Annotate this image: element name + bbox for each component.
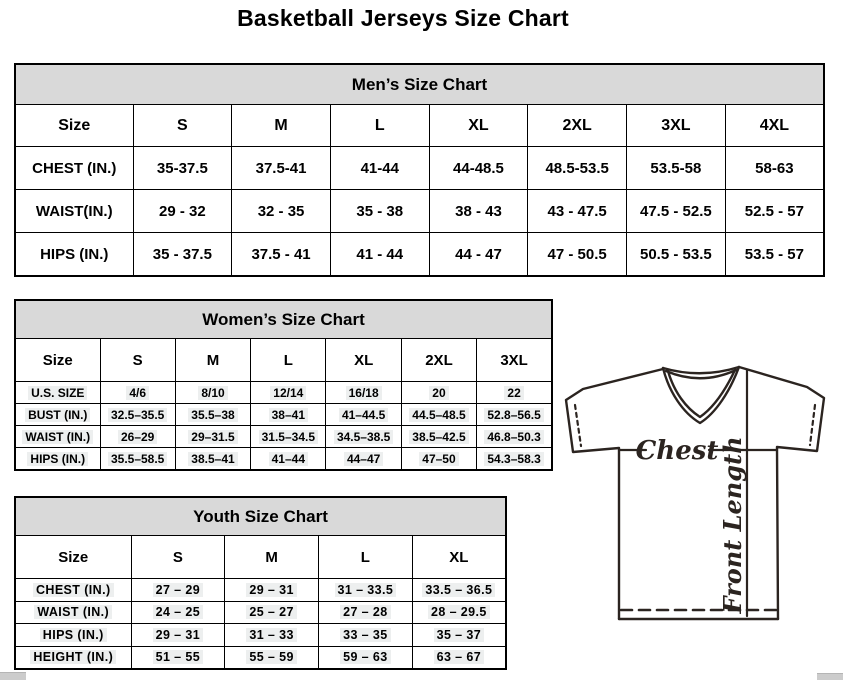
womens-size-chart: [14, 299, 553, 471]
mens-value-cell: 53.5 - 57: [725, 233, 824, 277]
highlighted-text: 29 – 31: [246, 583, 297, 597]
highlighted-text: 31 – 33.5: [335, 583, 397, 597]
mens-table-row: [15, 233, 824, 277]
womens-value-cell: [100, 382, 175, 404]
mens-table-row: [15, 190, 824, 233]
womens-column-header-2xl: 2XL: [401, 339, 476, 382]
youth-value-cell: [225, 646, 319, 669]
womens-value-cell: [326, 404, 401, 426]
highlighted-text: 8/10: [198, 386, 227, 400]
mens-column-header-m: M: [232, 105, 331, 147]
womens-row-label: [15, 382, 100, 404]
highlighted-text: 52.8–56.5: [484, 408, 543, 422]
mens-value-cell: 44-48.5: [429, 147, 528, 190]
youth-size-chart: [14, 496, 507, 670]
jersey-measurement-diagram: [557, 358, 833, 626]
mens-value-cell: 32 - 35: [232, 190, 331, 233]
highlighted-text: 41–44.5: [339, 408, 388, 422]
womens-row-label: [15, 404, 100, 426]
highlighted-text: WAIST (IN.): [34, 605, 112, 619]
highlighted-text: 63 – 67: [434, 650, 485, 664]
jersey-outline-right: [739, 367, 824, 619]
highlighted-text: 29 – 31: [153, 628, 204, 642]
mens-value-cell: 35-37.5: [133, 147, 232, 190]
highlighted-text: 22: [504, 386, 523, 400]
mens-column-header-2xl: 2XL: [528, 105, 627, 147]
highlighted-text: 33 – 35: [340, 628, 391, 642]
womens-value-cell: [401, 426, 476, 448]
womens-value-cell: [477, 382, 552, 404]
mens-value-cell: 41-44: [330, 147, 429, 190]
womens-column-header-m: M: [175, 339, 250, 382]
womens-value-cell: [326, 382, 401, 404]
highlighted-text: CHEST (IN.): [33, 583, 114, 597]
mens-value-cell: 37.5-41: [232, 147, 331, 190]
womens-column-header-xl: XL: [326, 339, 401, 382]
highlighted-text: 46.8–50.3: [484, 430, 543, 444]
youth-value-cell: [131, 646, 225, 669]
youth-row-label: [15, 601, 131, 624]
youth-value-cell: [131, 579, 225, 602]
highlighted-text: 25 – 27: [246, 605, 297, 619]
mens-value-cell: 41 - 44: [330, 233, 429, 277]
womens-value-cell: [175, 448, 250, 471]
highlighted-text: 35.5–58.5: [108, 452, 167, 466]
youth-column-header-xl: XL: [412, 536, 506, 579]
highlighted-text: 27 – 29: [153, 583, 204, 597]
womens-row-label: [15, 448, 100, 471]
womens-value-cell: [100, 426, 175, 448]
mens-value-cell: 52.5 - 57: [725, 190, 824, 233]
highlighted-text: 26–29: [118, 430, 157, 444]
highlighted-text: 54.3–58.3: [484, 452, 543, 466]
womens-column-header-3xl: 3XL: [477, 339, 552, 382]
youth-chart-title: Youth Size Chart: [15, 497, 506, 536]
womens-table-row: [15, 448, 552, 471]
highlighted-text: 29–31.5: [188, 430, 237, 444]
youth-column-header-l: L: [319, 536, 413, 579]
youth-value-cell: [412, 601, 506, 624]
youth-table-row: [15, 579, 506, 602]
highlighted-text: WAIST (IN.): [22, 430, 93, 444]
highlighted-text: BUST (IN.): [25, 408, 90, 422]
mens-value-cell: 43 - 47.5: [528, 190, 627, 233]
highlighted-text: 44–47: [344, 452, 383, 466]
highlighted-text: 31.5–34.5: [259, 430, 318, 444]
highlighted-text: 33.5 – 36.5: [422, 583, 495, 597]
youth-row-label: [15, 624, 131, 647]
highlighted-text: 44.5–48.5: [409, 408, 468, 422]
youth-column-header-m: M: [225, 536, 319, 579]
youth-value-cell: [225, 624, 319, 647]
womens-value-cell: [251, 382, 326, 404]
highlighted-text: 38.5–41: [188, 452, 237, 466]
mens-size-table: [14, 63, 825, 277]
mens-value-cell: 48.5-53.5: [528, 147, 627, 190]
womens-table-row: [15, 426, 552, 448]
mens-value-cell: 53.5-58: [627, 147, 726, 190]
mens-value-cell: 50.5 - 53.5: [627, 233, 726, 277]
highlighted-text: 16/18: [346, 386, 382, 400]
mens-table-row: [15, 147, 824, 190]
womens-header-row: [15, 339, 552, 382]
mens-value-cell: 58-63: [725, 147, 824, 190]
mens-value-cell: 35 - 38: [330, 190, 429, 233]
mens-column-header-4xl: 4XL: [725, 105, 824, 147]
youth-value-cell: [225, 601, 319, 624]
mens-size-chart: [14, 63, 825, 277]
youth-table-row: [15, 624, 506, 647]
womens-column-header-size: Size: [15, 339, 100, 382]
mens-value-cell: 47.5 - 52.5: [627, 190, 726, 233]
youth-size-table: [14, 496, 507, 670]
highlighted-text: 31 – 33: [246, 628, 297, 642]
mens-value-cell: 37.5 - 41: [232, 233, 331, 277]
highlighted-text: 24 – 25: [153, 605, 204, 619]
highlighted-text: 38.5–42.5: [409, 430, 468, 444]
womens-column-header-l: L: [251, 339, 326, 382]
youth-value-cell: [412, 624, 506, 647]
mens-value-cell: 35 - 37.5: [133, 233, 232, 277]
left-cuff-stitch: [575, 405, 581, 446]
womens-value-cell: [326, 426, 401, 448]
youth-header-row: [15, 536, 506, 579]
highlighted-text: 59 – 63: [340, 650, 391, 664]
mens-row-label: HIPS (IN.): [15, 233, 133, 277]
womens-table-row: [15, 382, 552, 404]
chest-label: Chest: [635, 436, 719, 466]
womens-value-cell: [100, 404, 175, 426]
womens-table-row: [15, 404, 552, 426]
youth-value-cell: [319, 624, 413, 647]
womens-value-cell: [175, 426, 250, 448]
mens-column-header-3xl: 3XL: [627, 105, 726, 147]
womens-value-cell: [251, 404, 326, 426]
womens-value-cell: [326, 448, 401, 471]
womens-chart-title: Women’s Size Chart: [15, 300, 552, 339]
womens-column-header-s: S: [100, 339, 175, 382]
right-cuff-stitch: [810, 405, 815, 445]
highlighted-text: U.S. SIZE: [28, 386, 87, 400]
youth-column-header-s: S: [131, 536, 225, 579]
mens-column-header-xl: XL: [429, 105, 528, 147]
youth-value-cell: [225, 579, 319, 602]
womens-value-cell: [251, 448, 326, 471]
highlighted-text: 51 – 55: [153, 650, 204, 664]
mens-value-cell: 29 - 32: [133, 190, 232, 233]
mens-value-cell: 44 - 47: [429, 233, 528, 277]
womens-value-cell: [401, 448, 476, 471]
youth-row-label: [15, 579, 131, 602]
page-title: Basketball Jerseys Size Chart: [237, 5, 569, 31]
highlighted-text: 35 – 37: [434, 628, 485, 642]
front-length-label: Front Length: [718, 436, 747, 614]
highlighted-text: 38–41: [269, 408, 308, 422]
highlighted-text: 20: [429, 386, 448, 400]
highlighted-text: HIPS (IN.): [40, 628, 107, 642]
womens-value-cell: [175, 404, 250, 426]
highlighted-text: 47–50: [419, 452, 458, 466]
womens-value-cell: [100, 448, 175, 471]
mens-value-cell: 47 - 50.5: [528, 233, 627, 277]
highlighted-text: 32.5–35.5: [108, 408, 167, 422]
highlighted-text: 55 – 59: [246, 650, 297, 664]
youth-value-cell: [412, 646, 506, 669]
highlighted-text: 12/14: [270, 386, 306, 400]
youth-value-cell: [412, 579, 506, 602]
womens-size-table: [14, 299, 553, 471]
mens-row-label: CHEST (IN.): [15, 147, 133, 190]
womens-row-label: [15, 426, 100, 448]
highlighted-text: 27 – 28: [340, 605, 391, 619]
mens-column-header-l: L: [330, 105, 429, 147]
mens-header-row: [15, 105, 824, 147]
youth-row-label: [15, 646, 131, 669]
mens-chart-title: Men’s Size Chart: [15, 64, 824, 105]
womens-value-cell: [401, 382, 476, 404]
youth-table-row: [15, 646, 506, 669]
highlighted-text: 28 – 29.5: [428, 605, 490, 619]
youth-column-header-size: Size: [15, 536, 131, 579]
mens-column-header-size: Size: [15, 105, 133, 147]
highlighted-text: 4/6: [126, 386, 149, 400]
womens-value-cell: [477, 448, 552, 471]
womens-value-cell: [175, 382, 250, 404]
highlighted-text: HIPS (IN.): [27, 452, 88, 466]
womens-value-cell: [401, 404, 476, 426]
youth-value-cell: [319, 579, 413, 602]
youth-value-cell: [131, 601, 225, 624]
youth-value-cell: [131, 624, 225, 647]
mens-row-label: WAIST(IN.): [15, 190, 133, 233]
jersey-outline-left: [566, 369, 663, 619]
mens-value-cell: 38 - 43: [429, 190, 528, 233]
womens-value-cell: [251, 426, 326, 448]
womens-value-cell: [477, 426, 552, 448]
youth-value-cell: [319, 646, 413, 669]
highlighted-text: 34.5–38.5: [334, 430, 393, 444]
highlighted-text: HEIGHT (IN.): [30, 650, 116, 664]
womens-value-cell: [477, 404, 552, 426]
youth-value-cell: [319, 601, 413, 624]
highlighted-text: 41–44: [269, 452, 308, 466]
youth-table-row: [15, 601, 506, 624]
mens-column-header-s: S: [133, 105, 232, 147]
highlighted-text: 35.5–38: [188, 408, 237, 422]
